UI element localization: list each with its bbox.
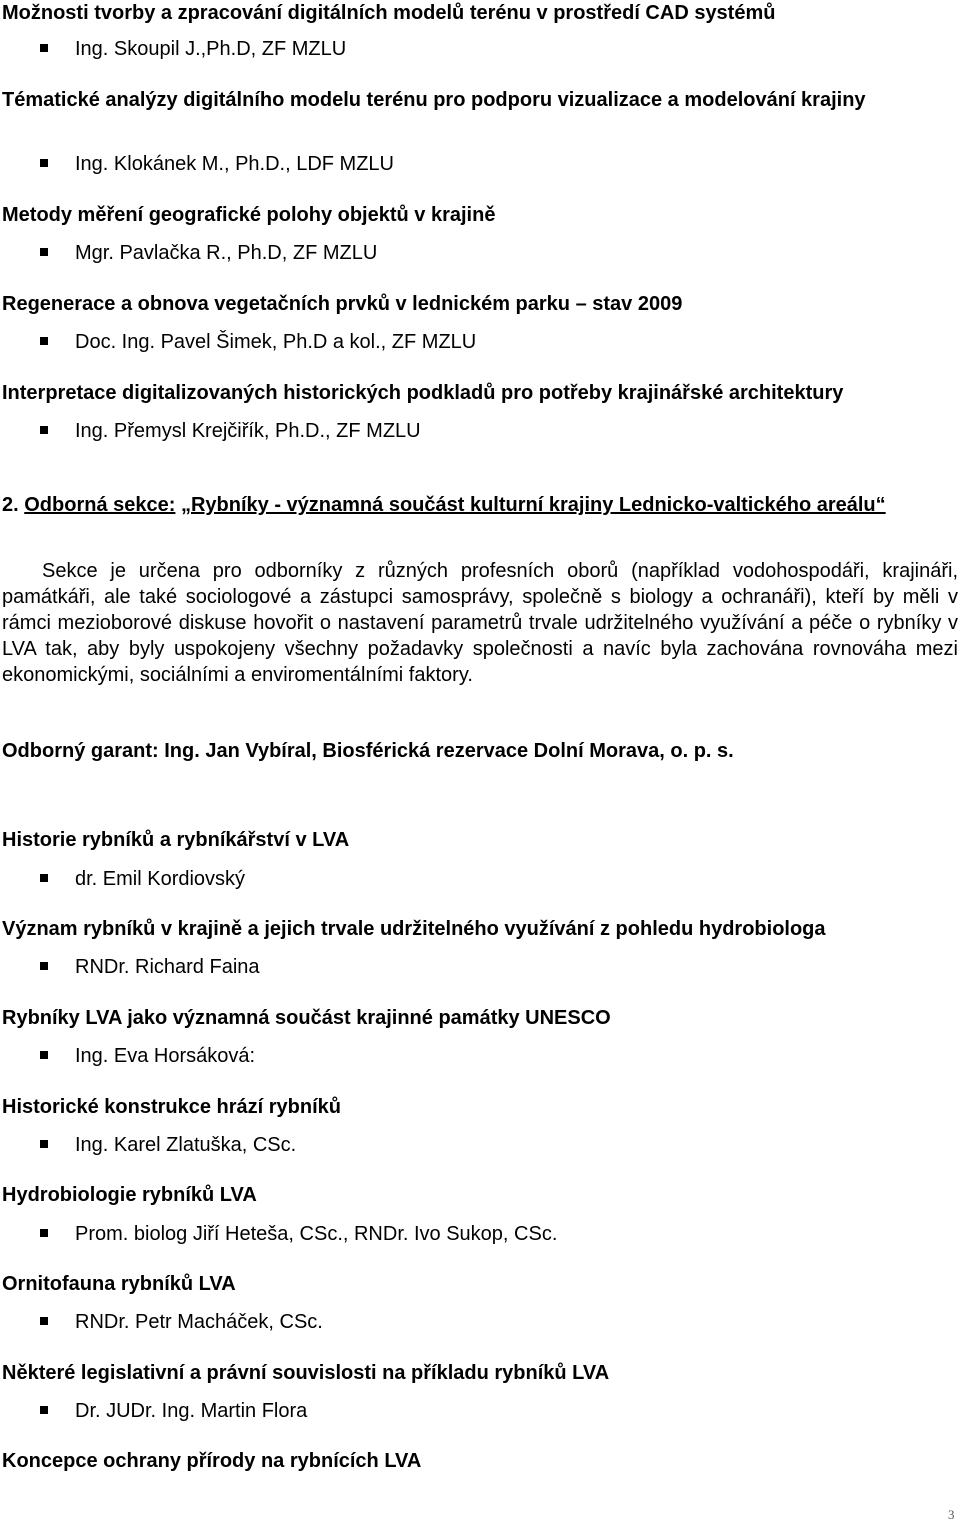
section-number: 2. [2, 494, 19, 516]
talk-title: Některé legislativní a právní souvislosti na příkladu rybníků LVA [2, 1362, 610, 1384]
speaker-name: Ing. Klokánek M., Ph.D., LDF MZLU [75, 153, 394, 175]
talk-title: Ornitofauna rybníků LVA [2, 1273, 236, 1295]
speaker-name: Ing. Skoupil J.,Ph.D, ZF MZLU [75, 38, 347, 60]
bullet-icon [40, 1051, 48, 1059]
talk-title: Historie rybníků a rybníkářství v LVA [2, 829, 350, 851]
bullet-icon [40, 1229, 48, 1237]
speaker-name: dr. Emil Kordiovský [75, 868, 246, 890]
talk-speaker [40, 240, 377, 266]
speaker-name: Ing. Eva Horsáková: [75, 1045, 256, 1067]
speaker-name: RNDr. Petr Macháček, CSc. [75, 1311, 323, 1333]
talk-title: Význam rybníků v krajině a jejich trvale udržitelného využívání z pohledu hydrobiologa [2, 918, 826, 940]
speaker-name: Ing. Karel Zlatuška, CSc. [75, 1134, 297, 1156]
talk-title: Tématické analýzy digitálního modelu terénu pro podporu vizualizace a modelování krajiny [2, 89, 866, 111]
section-description: Sekce je určena pro odborníky z různých profesních oborů (například vodohospodáři, krajináři, památkáři, ale také sociologové a zástupci samosprávy, společně s biology a ochranáři), kteří by měli v rámci mezioborové diskuse hovořit o nastavení parametrů trvale udržitelného využívání a péče o rybníky v LVA tak, aby byly uspokojeny všechny požadavky společnosti a navíc byla zachována rovnováha mezi ekonomickými, sociálními a enviromentálními faktory. [2, 560, 958, 686]
talk-title: Metody měření geografické polohy objektů v krajině [2, 204, 496, 226]
bullet-icon [40, 337, 48, 345]
bullet-icon [40, 962, 48, 970]
section-guarantor: Odborný garant: Ing. Jan Vybíral, Biosférická rezervace Dolní Morava, o. p. s. [2, 740, 734, 762]
bullet-icon [40, 1406, 48, 1414]
talk-speaker [40, 151, 394, 177]
speaker-name: Ing. Přemysl Krejčiřík, Ph.D., ZF MZLU [75, 420, 421, 442]
speaker-name: Mgr. Pavlačka R., Ph.D, ZF MZLU [75, 242, 378, 264]
talk-title: Interpretace digitalizovaných historických podkladů pro potřeby krajinářské architektury [2, 382, 844, 404]
section-title: „Rybníky - významná součást kulturní krajiny Lednicko-valtického areálu“ [180, 494, 886, 516]
bullet-icon [40, 1140, 48, 1148]
talk-speaker [40, 954, 260, 980]
bullet-icon [40, 248, 48, 256]
talk-speaker [40, 36, 346, 62]
talk-speaker [40, 329, 476, 355]
talk-speaker [40, 1309, 323, 1335]
speaker-name: Dr. JUDr. Ing. Martin Flora [75, 1400, 308, 1422]
section-heading [2, 491, 942, 519]
talk-speaker [40, 1132, 296, 1158]
talk-title: Rybníky LVA jako významná součást krajinné památky UNESCO [2, 1007, 611, 1029]
speaker-name: Doc. Ing. Pavel Šimek, Ph.D a kol., ZF MZLU [75, 331, 477, 353]
talk-title: Koncepce ochrany přírody na rybnících LVA [2, 1450, 422, 1472]
talk-speaker [40, 418, 421, 444]
talk-title: Hydrobiologie rybníků LVA [2, 1184, 257, 1206]
speaker-name: RNDr. Richard Faina [75, 956, 260, 978]
talk-title: Historické konstrukce hrází rybníků [2, 1096, 342, 1118]
bullet-icon [40, 159, 48, 167]
talk-speaker [40, 1398, 307, 1424]
talk-speaker [40, 1221, 557, 1247]
page-number: 3 [948, 1507, 955, 1522]
speaker-name: Prom. biolog Jiří Heteša, CSc., RNDr. Ivo Sukop, CSc. [75, 1223, 558, 1245]
talk-title: Regenerace a obnova vegetačních prvků v lednickém parku – stav 2009 [2, 293, 683, 315]
section-label: Odborná sekce: [24, 494, 176, 516]
bullet-icon [40, 874, 48, 882]
talk-speaker [40, 1043, 255, 1069]
bullet-icon [40, 44, 48, 52]
bullet-icon [40, 426, 48, 434]
talk-speaker [40, 866, 245, 892]
talk-title: Možnosti tvorby a zpracování digitálních modelů terénu v prostředí CAD systémů [2, 2, 776, 24]
bullet-icon [40, 1317, 48, 1325]
